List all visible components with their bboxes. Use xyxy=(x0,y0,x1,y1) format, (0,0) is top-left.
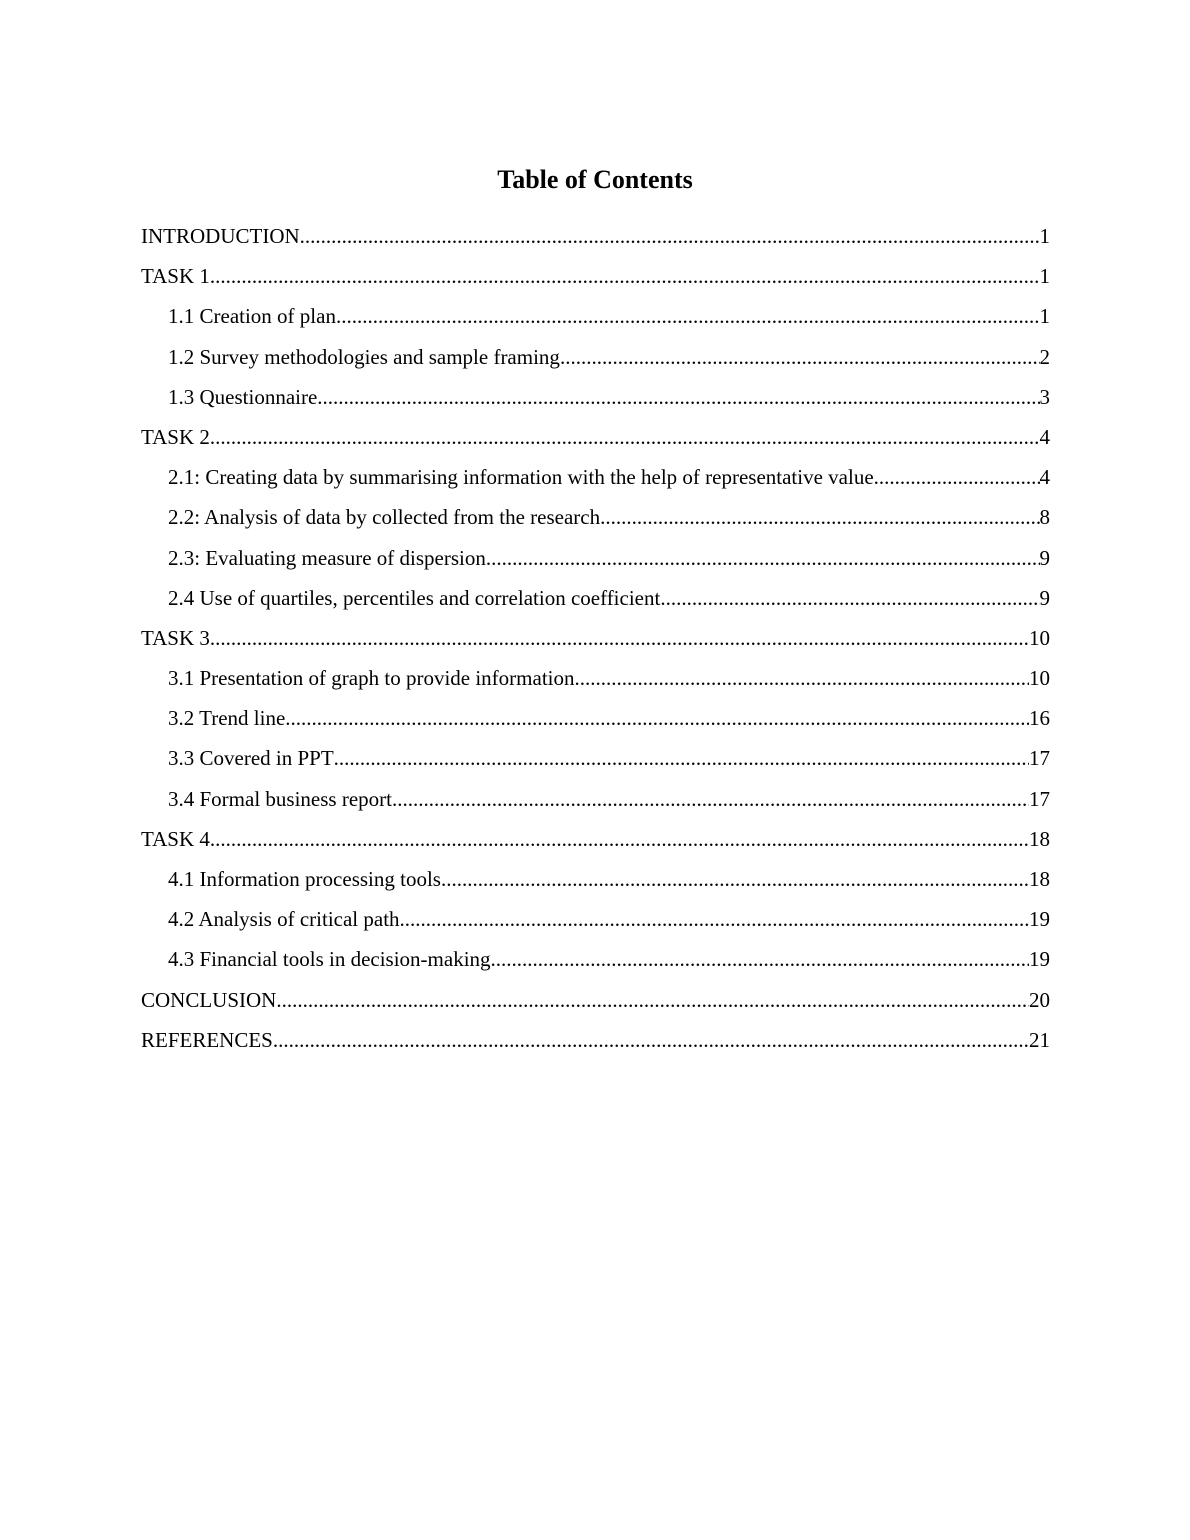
toc-entry-label: INTRODUCTION xyxy=(141,224,300,248)
toc-page-number: 8 xyxy=(1039,505,1050,530)
toc-entry-label: 1.3 Questionnaire xyxy=(168,384,318,409)
toc-page-number: 21 xyxy=(1029,1027,1050,1052)
toc-entry[interactable] xyxy=(141,538,1050,578)
toc-entry-label: 3.1 Presentation of graph to provide information xyxy=(168,666,575,691)
toc-page-number: 10 xyxy=(1029,625,1050,650)
toc-dot-leader xyxy=(491,939,1029,979)
toc-dot-leader xyxy=(285,698,1029,738)
toc-entry[interactable] xyxy=(141,939,1050,979)
toc-entry-label: 3.2 Trend line xyxy=(168,706,286,731)
toc-entry[interactable] xyxy=(141,819,1050,859)
toc-dot-leader xyxy=(560,337,1040,377)
toc-dot-leader xyxy=(300,216,1040,256)
toc-page-number: 4 xyxy=(1039,424,1050,449)
toc-entry-label: 2.3: Evaluating measure of dispersion xyxy=(168,545,486,570)
toc-page-number: 9 xyxy=(1039,545,1050,570)
toc-entry[interactable] xyxy=(141,296,1050,336)
toc-page-number: 10 xyxy=(1029,666,1050,691)
toc-entry-label: 4.1 Information processing tools xyxy=(168,867,441,891)
toc-entry-label: REFERENCES xyxy=(141,1027,273,1052)
toc-page-number: 3 xyxy=(1039,384,1050,409)
toc-entry[interactable] xyxy=(141,899,1050,939)
toc-entry[interactable] xyxy=(141,698,1050,738)
toc-entry[interactable] xyxy=(141,417,1050,457)
toc-entry-label: 1.1 Creation of plan xyxy=(168,304,336,329)
toc-dot-leader xyxy=(575,658,1030,698)
toc-entry-label: 4.2 Analysis of critical path xyxy=(168,907,400,932)
toc-page-number: 19 xyxy=(1029,947,1050,972)
toc-page-number: 16 xyxy=(1029,706,1050,731)
toc-entry[interactable] xyxy=(141,377,1050,417)
toc-entry[interactable] xyxy=(141,980,1050,1020)
toc-entry[interactable] xyxy=(141,216,1050,256)
toc-page-number: 2 xyxy=(1039,344,1050,369)
toc-page-number: 17 xyxy=(1029,786,1050,811)
toc-page-number: 1 xyxy=(1039,304,1050,329)
toc-page-number: 19 xyxy=(1029,907,1050,932)
toc-dot-leader xyxy=(276,980,1029,1020)
toc-dot-leader xyxy=(392,779,1029,819)
toc-entry-label: TASK 4 xyxy=(141,826,210,851)
toc-dot-leader xyxy=(210,819,1029,859)
toc-entry[interactable] xyxy=(141,779,1050,819)
toc-page-number: 18 xyxy=(1029,867,1050,891)
toc-entry-label: 2.4 Use of quartiles, percentiles and correlation coefficient xyxy=(168,585,661,610)
toc-entry[interactable] xyxy=(141,738,1050,778)
toc-entry[interactable] xyxy=(141,256,1050,296)
toc-page-number: 17 xyxy=(1029,746,1050,771)
toc-dot-leader xyxy=(660,578,1039,618)
toc-entry-label: TASK 3 xyxy=(141,625,210,650)
toc-entry-label: TASK 1 xyxy=(141,264,210,289)
toc-dot-leader xyxy=(210,417,1040,457)
toc-entry[interactable] xyxy=(141,1020,1050,1060)
toc-entry[interactable] xyxy=(141,618,1050,658)
toc-entry-label: 2.1: Creating data by summarising information with the help of representative value xyxy=(168,465,874,490)
toc-entry-label: 2.2: Analysis of data by collected from the research xyxy=(168,505,601,530)
toc-entry-label: 1.2 Survey methodologies and sample framing xyxy=(168,344,560,369)
toc-page-number: 4 xyxy=(1039,465,1050,490)
toc-page-number: 1 xyxy=(1039,224,1050,248)
toc-entry-label: 3.3 Covered in PPT xyxy=(168,746,334,771)
toc-entry-label: 3.4 Formal business report xyxy=(168,786,392,811)
toc-page-number: 18 xyxy=(1029,826,1050,851)
toc-page-number: 1 xyxy=(1039,264,1050,289)
toc-page-number: 20 xyxy=(1029,987,1050,1012)
toc-dot-leader xyxy=(600,497,1039,537)
toc-entry-label: CONCLUSION xyxy=(141,987,277,1012)
toc-entry-label: TASK 2 xyxy=(141,424,210,449)
toc-entry-label: 4.3 Financial tools in decision-making xyxy=(168,947,491,972)
toc-dot-leader xyxy=(874,457,1040,497)
toc-dot-leader xyxy=(210,256,1040,296)
toc-dot-leader xyxy=(273,1020,1029,1060)
toc-entry[interactable] xyxy=(141,497,1050,537)
toc-entry[interactable] xyxy=(141,658,1050,698)
toc-dot-leader xyxy=(334,738,1029,778)
toc-dot-leader xyxy=(336,296,1040,336)
toc-dot-leader xyxy=(317,377,1039,417)
toc-entry[interactable] xyxy=(141,859,1050,899)
toc-list xyxy=(141,216,1050,1060)
toc-dot-leader xyxy=(486,538,1040,578)
toc-page-number: 9 xyxy=(1039,585,1050,610)
toc-dot-leader xyxy=(400,899,1029,939)
toc-entry[interactable] xyxy=(141,578,1050,618)
toc-title: Table of Contents xyxy=(497,165,693,194)
toc-entry[interactable] xyxy=(141,457,1050,497)
toc-dot-leader xyxy=(441,859,1029,899)
toc-dot-leader xyxy=(210,618,1029,658)
toc-entry[interactable] xyxy=(141,337,1050,377)
